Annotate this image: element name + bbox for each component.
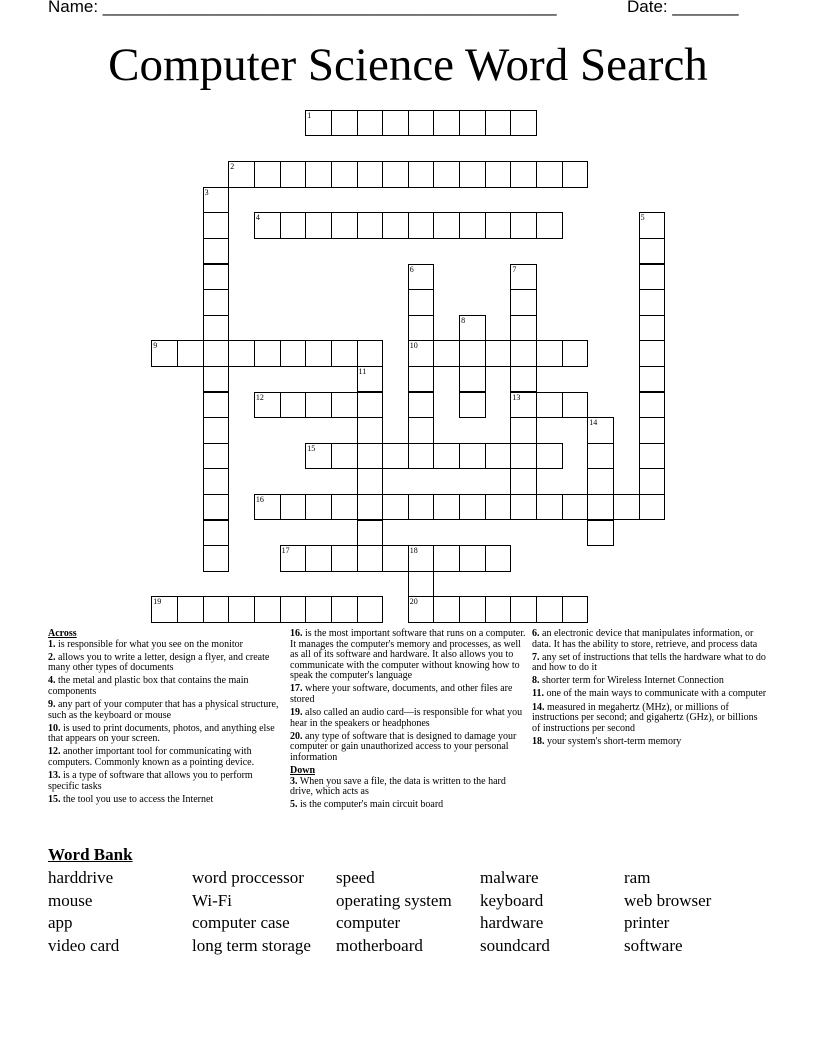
word-bank-title: Word Bank [48,845,133,864]
crossword-cell[interactable] [459,443,486,469]
crossword-cell[interactable] [305,161,332,187]
crossword-cell[interactable] [408,315,435,341]
crossword-cell[interactable] [305,494,332,520]
crossword-cell[interactable] [203,392,230,418]
clue-down-8: 8. shorter term for Wireless Internet Connection [532,675,724,687]
crossword-cell[interactable] [639,494,666,520]
crossword-cell[interactable] [203,340,230,366]
crossword-cell[interactable] [203,545,230,571]
crossword-cell[interactable] [485,110,512,136]
clue-down-11: 11. one of the main ways to communicate with a computer [532,688,767,700]
word-bank-word: web browser [624,890,712,910]
crossword-cell[interactable] [280,494,307,520]
crossword-cell[interactable] [357,212,384,238]
crossword-cell[interactable] [459,392,486,418]
word-bank-word: Wi-Fi [192,890,232,910]
word-bank-word: hardware [480,913,544,933]
crossword-cell[interactable] [382,110,409,136]
clue-down-14: 14. measured in megahertz (MHz), or millions of instructions per second; and gigahertz (GHz), or billions of instructions per second [532,701,758,734]
clue-down-6: 6. an electronic device that manipulates information, or data. It has the ability to store, retrieve, and process data [532,628,758,650]
crossword-cell[interactable] [357,392,384,418]
clue-across-17: 17. where your software, documents, and other files are stored [290,683,513,706]
crossword-cell[interactable] [331,494,358,520]
crossword-cell[interactable] [408,289,435,315]
crossword-cell[interactable] [228,340,255,366]
clue-number: 17 [281,546,290,556]
crossword-cell[interactable] [485,545,512,571]
word-bank-word: app [48,913,73,933]
crossword-cell[interactable] [408,443,435,469]
crossword-cell[interactable] [433,545,460,571]
crossword-cell[interactable] [357,340,384,366]
crossword-cell[interactable] [203,468,230,494]
crossword-cell[interactable] [510,110,537,136]
clues-column-3 [532,629,768,750]
crossword-cell[interactable] [203,289,230,315]
crossword-cell[interactable] [382,212,409,238]
word-bank-word: soundcard [480,936,550,956]
crossword-cell[interactable] [459,596,486,622]
clue-number: 7 [512,264,517,274]
crossword-cell[interactable] [305,545,332,571]
crossword-cell[interactable] [408,366,435,392]
crossword-cell[interactable] [510,289,537,315]
crossword-cell[interactable] [280,596,307,622]
crossword-cell[interactable] [305,212,332,238]
down-heading: Down [290,765,316,777]
clue-number: 13 [512,392,521,402]
crossword-cell[interactable] [639,315,666,341]
word-bank [48,845,768,967]
crossword-cell[interactable] [331,392,358,418]
clue-number: 9 [153,341,158,351]
crossword-cell[interactable] [510,212,537,238]
crossword-cell[interactable] [562,340,589,366]
clue-number: 11 [358,367,367,376]
crossword-cell[interactable] [562,161,589,187]
word-bank-grid [48,867,768,967]
clue-number: 10 [409,341,418,351]
crossword-cell[interactable] [382,443,409,469]
clues-column-2 [290,629,526,814]
word-bank-word: video card [48,936,120,956]
crossword-cell[interactable] [357,596,384,622]
crossword-cell[interactable] [203,315,230,341]
crossword-cell[interactable] [510,596,537,622]
crossword-cell[interactable] [357,161,384,187]
crossword-cell[interactable] [408,212,435,238]
clue-number: 16 [255,495,264,504]
crossword-cell[interactable] [459,366,486,392]
crossword-cell[interactable] [382,494,409,520]
crossword-cell[interactable] [203,596,230,622]
crossword-cell[interactable] [280,340,307,366]
clue-across-15: 15. the tool you use to access the Internet [48,793,214,805]
crossword-cell[interactable] [536,443,563,469]
word-bank-word: word proccessor [192,868,304,887]
crossword-cell[interactable] [459,494,486,520]
clue-number: 20 [409,597,418,607]
crossword-cell[interactable] [357,443,384,469]
crossword-cell[interactable] [510,340,537,366]
crossword-cell[interactable] [510,315,537,341]
crossword-cell[interactable] [331,443,358,469]
crossword-cell[interactable] [408,110,435,136]
crossword-cell[interactable] [485,443,512,469]
crossword-cell[interactable] [536,596,563,622]
word-bank-word: software [624,936,683,956]
across-heading: Across [48,628,77,639]
clue-down-7: 7. any set of instructions that tells the hardware what to do and how to do it [532,651,766,674]
clue-across-1: 1. is responsible for what you see on the monitor [48,638,243,650]
crossword-cell[interactable] [639,417,666,443]
crossword-cell[interactable] [510,494,537,520]
crossword-cell[interactable] [203,212,230,238]
word-bank-word: computer [336,913,401,933]
crossword-cell[interactable] [433,340,460,366]
crossword-cell[interactable] [510,161,537,187]
crossword-cell[interactable] [433,212,460,238]
crossword-cell[interactable] [203,417,230,443]
clue-across-13: 13. is a type of software that allows you to perform specific tasks [48,770,253,792]
crossword-cell[interactable] [587,468,614,494]
crossword-cell[interactable] [639,468,666,494]
date-field[interactable]: Date: _______ [627,0,739,16]
crossword-cell[interactable] [639,340,666,366]
word-bank-word: keyboard [480,890,544,910]
clue-number: 14 [589,418,598,428]
crossword-cell[interactable] [305,596,332,622]
crossword-cell[interactable] [459,110,486,136]
crossword-cell[interactable] [382,161,409,187]
crossword-cell[interactable] [305,392,332,418]
crossword-cell[interactable] [331,596,358,622]
crossword-cell[interactable] [485,340,512,366]
clue-number: 12 [255,392,264,402]
crossword-cell[interactable] [280,212,307,238]
crossword-cell[interactable] [382,545,409,571]
clue-across-16: 16. is the most important software that runs on a computer. It manages the computer's memory and processes, as well as all of its software and hardware. It also allows you to communicate with the computer without knowing how to speak the computer's language [290,628,526,682]
clue-number: 4 [255,213,260,223]
crossword-cell[interactable] [203,494,230,520]
crossword-cell[interactable] [536,212,563,238]
crossword-cell[interactable] [459,212,486,238]
crossword-cell[interactable] [280,161,307,187]
name-field[interactable]: Name: ________________________________________________ [48,0,557,16]
clue-down-3: 3. When you save a file, the data is written to the hard drive, which acts as [290,775,506,798]
crossword-cell[interactable] [408,494,435,520]
crossword-cell[interactable] [459,340,486,366]
clue-number: 6 [409,264,414,274]
crossword-cell[interactable] [639,264,666,290]
crossword-cell[interactable] [587,520,614,546]
crossword-cell[interactable] [433,110,460,136]
word-bank-word: ram [624,868,651,887]
crossword-cell[interactable] [459,161,486,187]
clue-across-10: 10. is used to print documents, photos, and anything else that appears on your screen. [48,722,275,745]
crossword-cell[interactable] [203,443,230,469]
crossword-cell[interactable] [433,443,460,469]
crossword-cell[interactable] [562,392,589,418]
crossword-cell[interactable] [408,392,435,418]
clue-number: 2 [230,162,235,172]
crossword-cell[interactable] [536,340,563,366]
crossword-cell[interactable] [639,289,666,315]
crossword-cell[interactable] [331,545,358,571]
word-bank-word: printer [624,913,670,933]
crossword-cell[interactable] [510,417,537,443]
clue-number: 1 [307,111,312,120]
clue-down-18: 18. your system's short-term memory [532,735,682,747]
crossword-cell[interactable] [613,494,640,520]
clue-number: 15 [307,443,316,453]
crossword-cell[interactable] [357,110,384,136]
crossword-cell[interactable] [587,443,614,469]
crossword-cell[interactable] [254,596,281,622]
clue-across-2: 2. allows you to write a letter, design a flyer, and create many other types of documents [48,651,270,674]
crossword-cell[interactable] [331,212,358,238]
page-title: Computer Science Word Search [108,39,708,91]
crossword-cell[interactable] [228,596,255,622]
word-bank-word: computer case [192,913,290,933]
word-bank-word: operating system [336,890,452,910]
clue-across-9: 9. any part of your computer that has a physical structure, such as the keyboard or mouse [48,699,279,721]
crossword-cell[interactable] [331,161,358,187]
crossword-cell[interactable] [331,110,358,136]
crossword-cell[interactable] [203,520,230,546]
word-bank-word: speed [336,868,375,887]
clue-number: 19 [153,597,162,607]
crossword-cell[interactable] [587,494,614,520]
word-bank-word: mouse [48,890,93,910]
crossword-cell[interactable] [536,161,563,187]
crossword-cell[interactable] [459,545,486,571]
crossword-cell[interactable] [433,161,460,187]
crossword-cell[interactable] [203,366,230,392]
clue-across-19: 19. also called an audio card—is responsible for what you hear in the speakers or headphones [290,707,523,729]
clue-across-12: 12. another important tool for communicating with computers. Commonly known as a pointing device. [48,746,255,769]
clue-number: 5 [640,213,645,223]
word-bank-word: motherboard [336,936,423,956]
word-bank-word: long term storage [192,936,311,956]
crossword-cell[interactable] [177,596,204,622]
crossword-cell[interactable] [639,238,666,264]
crossword-cell[interactable] [357,545,384,571]
crossword-cell[interactable] [639,443,666,469]
clue-number: 3 [204,187,209,197]
crossword-cell[interactable] [357,494,384,520]
crossword-cell[interactable] [357,468,384,494]
crossword-cell[interactable] [408,161,435,187]
crossword-cell[interactable] [305,340,332,366]
crossword-cell[interactable] [177,340,204,366]
crossword-cell[interactable] [408,417,435,443]
crossword-cell[interactable] [485,161,512,187]
clue-number: 18 [409,546,418,556]
crossword-cell[interactable] [357,417,384,443]
crossword-cell[interactable] [510,468,537,494]
crossword-cell[interactable] [433,596,460,622]
crossword-cell[interactable] [510,443,537,469]
crossword-cell[interactable] [203,264,230,290]
crossword-cell[interactable] [485,494,512,520]
crossword-cell[interactable] [433,494,460,520]
word-bank-word: harddrive [48,868,114,887]
clue-down-5: 5. is the computer's main circuit board [290,799,444,811]
crossword-cell[interactable] [639,392,666,418]
crossword-cell[interactable] [203,238,230,264]
crossword-cell[interactable] [562,596,589,622]
crossword-cell[interactable] [485,212,512,238]
crossword-cell[interactable] [562,494,589,520]
crossword-cell[interactable] [510,366,537,392]
clue-number: 8 [461,315,466,325]
crossword-cell[interactable] [254,161,281,187]
word-bank-word: malware [480,868,539,887]
crossword-cell[interactable] [536,392,563,418]
crossword-cell[interactable] [280,392,307,418]
clues-column-1 [48,629,284,808]
crossword-cell[interactable] [536,494,563,520]
crossword-cell[interactable] [408,571,435,597]
clue-across-4: 4. the metal and plastic box that contains the main components [48,675,249,697]
crossword-cell[interactable] [357,520,384,546]
crossword-cell[interactable] [639,366,666,392]
crossword-cell[interactable] [254,340,281,366]
crossword-cell[interactable] [331,340,358,366]
crossword-cell[interactable] [485,596,512,622]
clue-across-20: 20. any type of software that is designed to damage your computer or gain unauthorized access to your personal information [290,730,517,764]
